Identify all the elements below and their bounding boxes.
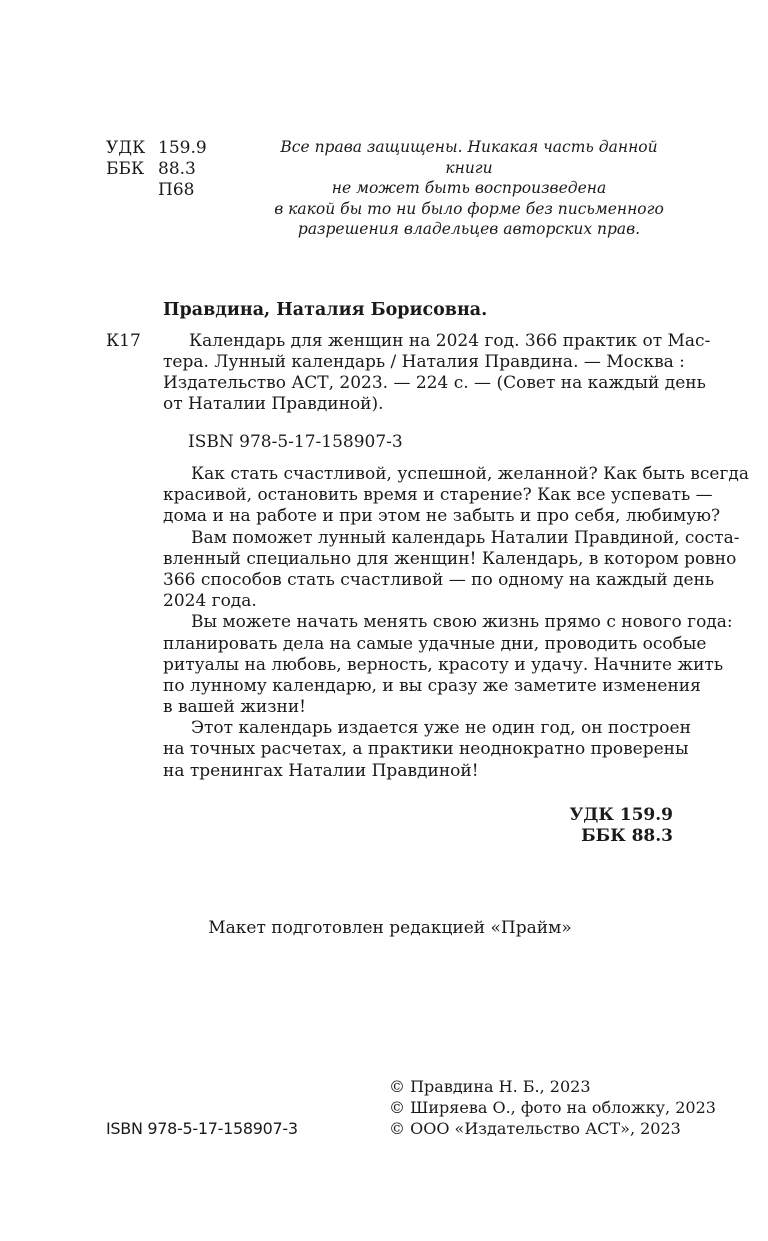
annotation-line: Как стать счастливой, успешной, желанной? Как быть всегда xyxy=(191,464,749,484)
copyright-line: © Ширяева О., фото на обложку, 2023 xyxy=(389,1098,716,1117)
annotation-line: Вам поможет лунный календарь Наталии Правдиной, соста- xyxy=(191,527,740,548)
entry-line: от Наталии Правдиной). xyxy=(163,394,384,414)
annotation xyxy=(163,464,749,782)
isbn-main: ISBN 978-5-17-158907-3 xyxy=(188,432,403,452)
bbk-row xyxy=(106,159,246,180)
annotation-line: дома и на работе и при этом не забыть и про себя, любимую? xyxy=(163,506,721,527)
bbk-value: 88.3 xyxy=(158,159,196,179)
udk-row xyxy=(106,138,246,159)
annotation-line: 2024 года. xyxy=(163,591,257,612)
annotation-line: красивой, остановить время и старение? Как все успевать — xyxy=(163,485,713,506)
copyright-block xyxy=(389,1076,716,1139)
annotation-line: Вы можете начать менять свою жизнь прямо с нового года: xyxy=(191,612,733,633)
entry-line: тера. Лунный календарь / Наталия Правдина. — Москва : xyxy=(163,352,685,372)
isbn-bottom: ISBN 978-5-17-158907-3 xyxy=(106,1119,298,1138)
entry-line: Издательство АСТ, 2023. — 224 с. — (Совет на каждый день xyxy=(163,373,706,393)
author-heading: Правдина, Наталия Борисовна. xyxy=(163,300,488,320)
classification-codes-bold xyxy=(569,805,673,847)
author-mark: П68 xyxy=(158,180,195,200)
author-mark-row xyxy=(106,180,246,201)
rights-notice-line: разрешения владельцев авторских прав. xyxy=(297,220,641,238)
bbk-label: ББК xyxy=(106,159,145,179)
annotation-line: ритуалы на любовь, верность, красоту и удачу. Начните жить xyxy=(163,654,724,675)
rights-notice-line: Все права защищены. Никакая часть данной книги xyxy=(280,138,658,177)
copyright-line: © ООО «Издательство АСТ», 2023 xyxy=(389,1119,681,1138)
entry-line: Календарь для женщин на 2024 год. 366 практик от Мас- xyxy=(189,331,711,351)
annotation-line: Этот календарь издается уже не один год, он построен xyxy=(191,718,691,739)
annotation-line: по лунному календарю, и вы сразу же заметите изменения xyxy=(163,675,701,696)
rights-notice-line: в какой бы то ни было форме без письменного xyxy=(274,199,664,218)
annotation-line: на тренингах Наталии Правдиной! xyxy=(163,760,479,781)
code-k17: К17 xyxy=(106,331,141,351)
annotation-line: 366 способов стать счастливой — по одному на каждый день xyxy=(163,569,715,590)
bibliographic-entry xyxy=(163,331,711,415)
udk-value: 159.9 xyxy=(158,138,207,158)
udk-label: УДК xyxy=(106,138,146,158)
bbk-code-bold: ББК 88.3 xyxy=(581,826,673,846)
prepared-by: Макет подготовлен редакцией «Прайм» xyxy=(208,918,572,938)
annotation-line: в вашей жизни! xyxy=(163,697,307,718)
rights-notice xyxy=(255,137,683,240)
annotation-line: планировать дела на самые удачные дни, проводить особые xyxy=(163,633,707,654)
udk-code-bold: УДК 159.9 xyxy=(569,805,673,825)
classification-codes xyxy=(106,138,246,201)
rights-notice-line: не может быть воспроизведена xyxy=(331,179,607,197)
annotation-line: вленный специально для женщин! Календарь, в котором ровно xyxy=(163,548,737,569)
annotation-line: на точных расчетах, а практики неоднократно проверены xyxy=(163,739,689,760)
copyright-line: © Правдина Н. Б., 2023 xyxy=(389,1077,591,1096)
